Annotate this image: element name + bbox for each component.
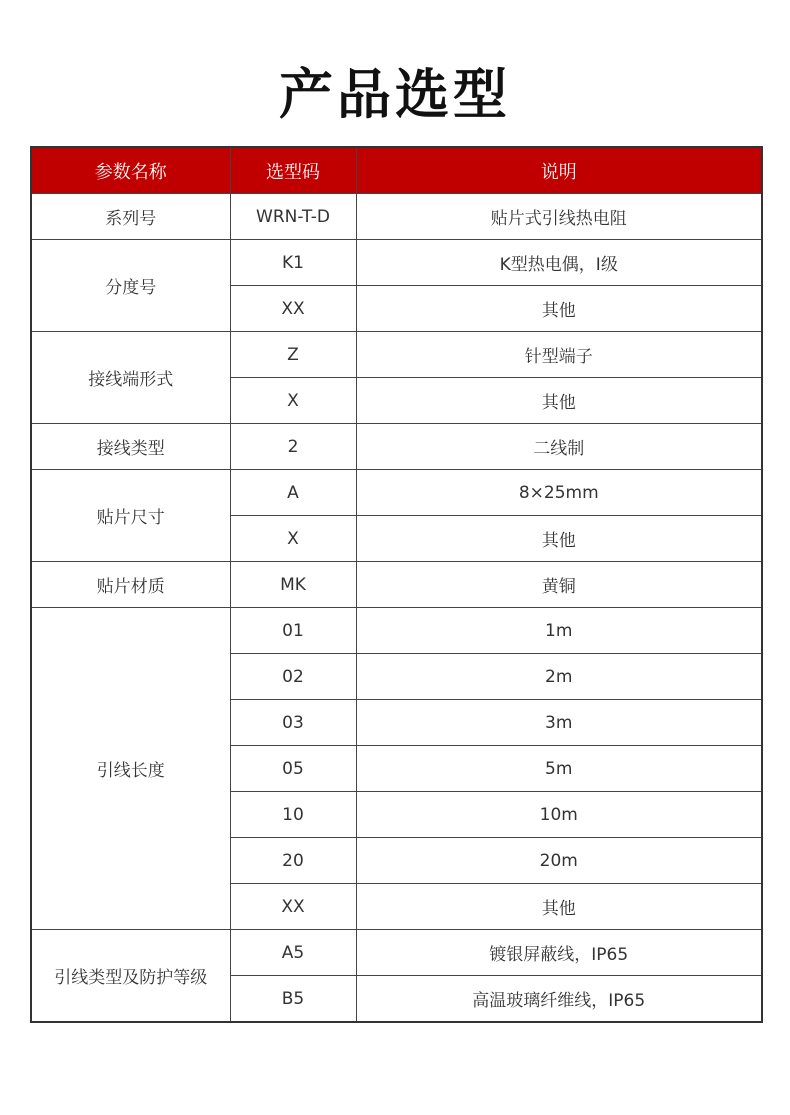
code-cell: MK (230, 562, 356, 608)
param-name-cell: 贴片尺寸 (31, 470, 230, 562)
param-name-cell: 接线端形式 (31, 332, 230, 424)
description-cell: 其他 (356, 286, 762, 332)
code-cell: 02 (230, 654, 356, 700)
header-param-name: 参数名称 (31, 147, 230, 194)
code-cell: X (230, 516, 356, 562)
description-cell: 贴片式引线热电阻 (356, 194, 762, 240)
code-cell: 20 (230, 838, 356, 884)
table-header-row (31, 147, 762, 194)
param-name-cell: 分度号 (31, 240, 230, 332)
selection-table (30, 146, 763, 1023)
page-title: 产品选型 (279, 63, 511, 126)
code-cell: X (230, 378, 356, 424)
code-cell: A (230, 470, 356, 516)
description-cell: 黄铜 (356, 562, 762, 608)
description-cell: 2m (356, 654, 762, 700)
table-row (31, 424, 762, 470)
description-cell: 3m (356, 700, 762, 746)
table-row (31, 332, 762, 378)
description-cell: 20m (356, 838, 762, 884)
description-cell: 镀银屏蔽线，IP65 (356, 930, 762, 976)
description-cell: 1m (356, 608, 762, 654)
code-cell: 2 (230, 424, 356, 470)
code-cell: A5 (230, 930, 356, 976)
code-cell: 01 (230, 608, 356, 654)
code-cell: 10 (230, 792, 356, 838)
code-cell: XX (230, 286, 356, 332)
code-cell: 05 (230, 746, 356, 792)
code-cell: Z (230, 332, 356, 378)
description-cell: 5m (356, 746, 762, 792)
description-cell: 其他 (356, 378, 762, 424)
code-cell: 03 (230, 700, 356, 746)
description-cell: 其他 (356, 884, 762, 930)
param-name-cell: 引线类型及防护等级 (31, 930, 230, 1023)
code-cell: B5 (230, 976, 356, 1023)
description-cell: K型热电偶，Ⅰ级 (356, 240, 762, 286)
table-row (31, 470, 762, 516)
header-description: 说明 (356, 147, 762, 194)
table-row (31, 562, 762, 608)
table-row (31, 930, 762, 976)
description-cell: 二线制 (356, 424, 762, 470)
description-cell: 其他 (356, 516, 762, 562)
param-name-cell: 系列号 (31, 194, 230, 240)
code-cell: XX (230, 884, 356, 930)
table-row (31, 194, 762, 240)
param-name-cell: 引线长度 (31, 608, 230, 930)
table-row (31, 608, 762, 654)
table-row (31, 240, 762, 286)
code-cell: WRN-T-D (230, 194, 356, 240)
param-name-cell: 接线类型 (31, 424, 230, 470)
description-cell: 8×25mm (356, 470, 762, 516)
code-cell: K1 (230, 240, 356, 286)
description-cell: 针型端子 (356, 332, 762, 378)
header-code: 选型码 (230, 147, 356, 194)
param-name-cell: 贴片材质 (31, 562, 230, 608)
description-cell: 高温玻璃纤维线，IP65 (356, 976, 762, 1023)
description-cell: 10m (356, 792, 762, 838)
